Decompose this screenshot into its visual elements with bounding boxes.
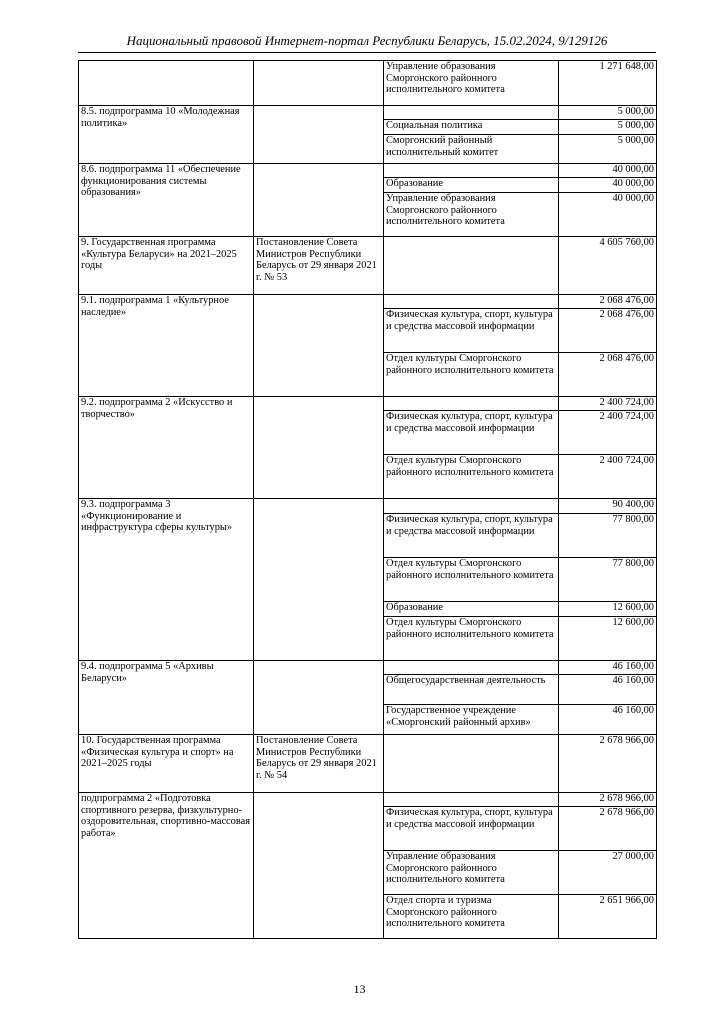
table-row bbox=[79, 164, 657, 178]
amount-cell: 2 068 476,00 bbox=[559, 353, 657, 397]
program-cell: 8.6. подпрограмма 11 «Обеспечение функционирования системы образования» bbox=[79, 164, 254, 237]
expense-category-cell bbox=[384, 661, 559, 675]
legal-basis-cell: Постановление Совета Министров Республики Беларусь от 29 января 2021 г. № 54 bbox=[254, 735, 384, 793]
expense-category-cell: Физическая культура, спорт, культура и средства массовой информации bbox=[384, 807, 559, 851]
amount-cell: 46 160,00 bbox=[559, 705, 657, 735]
program-cell: подпрограмма 2 «Подготовка спортивного резерва, физкультурно-оздоровительная, спортивно-массовая работа» bbox=[79, 793, 254, 939]
expense-category-cell: Отдел культуры Сморгонского районного исполнительного комитета bbox=[384, 617, 559, 661]
expense-category-cell: Физическая культура, спорт, культура и средства массовой информации bbox=[384, 309, 559, 353]
expense-category-cell: Отдел спорта и туризма Сморгонского районного исполнительного комитета bbox=[384, 895, 559, 939]
program-cell: 9.4. подпрограмма 5 «Архивы Беларуси» bbox=[79, 661, 254, 735]
table-row bbox=[79, 61, 657, 106]
legal-basis-cell bbox=[254, 61, 384, 106]
amount-cell: 2 068 476,00 bbox=[559, 295, 657, 309]
expense-category-cell: Общегосударственная деятельность bbox=[384, 675, 559, 705]
amount-cell: 1 271 648,00 bbox=[559, 61, 657, 106]
amount-cell: 2 068 476,00 bbox=[559, 309, 657, 353]
expense-category-cell: Отдел культуры Сморгонского районного исполнительного комитета bbox=[384, 353, 559, 397]
table-row bbox=[79, 735, 657, 793]
amount-cell: 2 400 724,00 bbox=[559, 397, 657, 411]
expense-category-cell: Физическая культура, спорт, культура и средства массовой информации bbox=[384, 514, 559, 558]
amount-cell: 5 000,00 bbox=[559, 106, 657, 120]
amount-cell: 40 000,00 bbox=[559, 193, 657, 237]
table-row bbox=[79, 499, 657, 514]
table-row bbox=[79, 295, 657, 309]
program-cell: 9.2. подпрограмма 2 «Искусство и творчество» bbox=[79, 397, 254, 499]
program-cell: 9.1. подпрограмма 1 «Культурное наследие» bbox=[79, 295, 254, 397]
expense-category-cell: Отдел культуры Сморгонского районного исполнительного комитета bbox=[384, 558, 559, 602]
legal-basis-cell bbox=[254, 295, 384, 397]
table-row bbox=[79, 793, 657, 807]
legal-basis-cell bbox=[254, 661, 384, 735]
table-row bbox=[79, 106, 657, 120]
expense-category-cell bbox=[384, 499, 559, 514]
amount-cell: 2 400 724,00 bbox=[559, 455, 657, 499]
expense-category-cell: Управление образования Сморгонского районного исполнительного комитета bbox=[384, 193, 559, 237]
page-number: 13 bbox=[353, 982, 366, 996]
expense-category-cell: Физическая культура, спорт, культура и средства массовой информации bbox=[384, 411, 559, 455]
expense-category-cell bbox=[384, 106, 559, 120]
expense-category-cell: Образование bbox=[384, 178, 559, 193]
program-cell bbox=[79, 61, 254, 106]
table-row bbox=[79, 397, 657, 411]
amount-cell: 46 160,00 bbox=[559, 661, 657, 675]
budget-table-body bbox=[79, 61, 657, 939]
expense-category-cell: Образование bbox=[384, 602, 559, 617]
amount-cell: 90 400,00 bbox=[559, 499, 657, 514]
amount-cell: 2 400 724,00 bbox=[559, 411, 657, 455]
legal-basis-cell: Постановление Совета Министров Республики Беларусь от 29 января 2021 г. № 53 bbox=[254, 237, 384, 295]
amount-cell: 77 800,00 bbox=[559, 514, 657, 558]
table-row bbox=[79, 661, 657, 675]
expense-category-cell bbox=[384, 237, 559, 295]
budget-table bbox=[78, 60, 657, 939]
amount-cell: 2 678 966,00 bbox=[559, 735, 657, 793]
program-cell: 10. Государственная программа «Физическая культура и спорт» на 2021–2025 годы bbox=[79, 735, 254, 793]
amount-cell: 12 600,00 bbox=[559, 617, 657, 661]
program-cell: 8.5. подпрограмма 10 «Молодежная политика» bbox=[79, 106, 254, 164]
legal-basis-cell bbox=[254, 164, 384, 237]
expense-category-cell: Социальная политика bbox=[384, 120, 559, 135]
legal-basis-cell bbox=[254, 499, 384, 661]
legal-basis-cell bbox=[254, 397, 384, 499]
program-cell: 9.3. подпрограмма 3 «Функционирование и инфраструктура сферы культуры» bbox=[79, 499, 254, 661]
amount-cell: 5 000,00 bbox=[559, 120, 657, 135]
legal-basis-cell bbox=[254, 793, 384, 939]
expense-category-cell: Управление образования Сморгонского районного исполнительного комитета bbox=[384, 851, 559, 895]
expense-category-cell bbox=[384, 164, 559, 178]
expense-category-cell bbox=[384, 735, 559, 793]
expense-category-cell bbox=[384, 397, 559, 411]
expense-category-cell: Сморгонский районный исполнительный комитет bbox=[384, 135, 559, 164]
expense-category-cell bbox=[384, 295, 559, 309]
amount-cell: 27 000,00 bbox=[559, 851, 657, 895]
amount-cell: 5 000,00 bbox=[559, 135, 657, 164]
expense-category-cell: Отдел культуры Сморгонского районного исполнительного комитета bbox=[384, 455, 559, 499]
amount-cell: 12 600,00 bbox=[559, 602, 657, 617]
expense-category-cell bbox=[384, 793, 559, 807]
amount-cell: 2 678 966,00 bbox=[559, 793, 657, 807]
amount-cell: 4 605 760,00 bbox=[559, 237, 657, 295]
amount-cell: 46 160,00 bbox=[559, 675, 657, 705]
expense-category-cell: Управление образования Сморгонского районного исполнительного комитета bbox=[384, 61, 559, 106]
amount-cell: 77 800,00 bbox=[559, 558, 657, 602]
amount-cell: 40 000,00 bbox=[559, 178, 657, 193]
table-row bbox=[79, 237, 657, 295]
header-divider bbox=[78, 52, 656, 53]
legal-basis-cell bbox=[254, 106, 384, 164]
page-header: Национальный правовой Интернет-портал Республики Беларусь, 15.02.2024, 9/129126 bbox=[126, 33, 608, 48]
expense-category-cell: Государственное учреждение «Сморгонский районный архив» bbox=[384, 705, 559, 735]
amount-cell: 40 000,00 bbox=[559, 164, 657, 178]
program-cell: 9. Государственная программа «Культура Беларуси» на 2021–2025 годы bbox=[79, 237, 254, 295]
amount-cell: 2 678 966,00 bbox=[559, 807, 657, 851]
amount-cell: 2 651 966,00 bbox=[559, 895, 657, 939]
